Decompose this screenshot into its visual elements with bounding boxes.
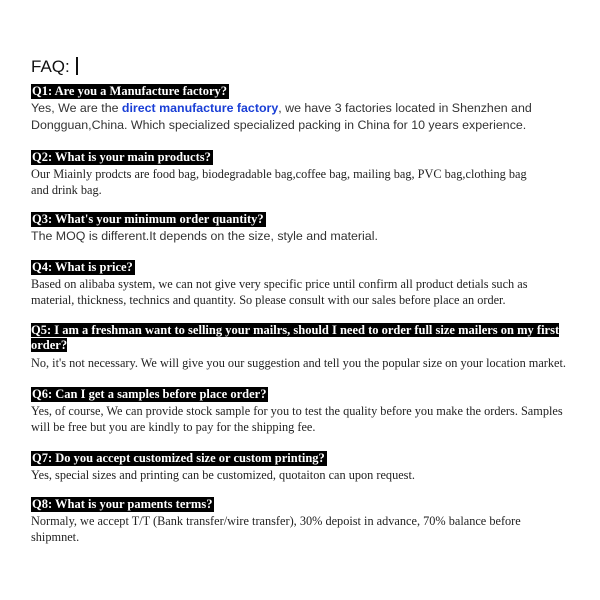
faq-question-1: Q1: Are you a Manufacture factory? (32, 84, 227, 98)
faq-answer-3: The MOQ is different.It depends on the size, style and material. (31, 229, 378, 243)
faq-heading (31, 56, 78, 78)
faq-question-5 (31, 323, 563, 353)
faq-answer-6: Yes, of course, We can provide stock sample for you to test the quality before you make the orders. Samples will be free but you are kindly to pay for the shipping fee. (31, 404, 563, 434)
faq-question-5-text: Q5: I am a freshman want to selling your mailrs, should I need to order full size mailers on my first order? (31, 323, 560, 352)
faq-question-8: Q8: What is your paments terms? (32, 497, 213, 511)
faq-heading-text: FAQ: (31, 57, 70, 76)
text-cursor (76, 57, 78, 75)
faq-question-4: Q4: What is price? (32, 260, 133, 274)
faq-answer-1 (31, 100, 571, 134)
faq-answer-1-pre: Yes, We are the (31, 101, 122, 115)
faq-answer-1-highlight: direct manufacture factory (121, 101, 279, 115)
faq-answer-5: No, it's not necessary. We will give you our suggestion and tell you the popular size on your location market. (31, 356, 567, 370)
faq-question-6: Q6: Can I get a samples before place order? (32, 387, 267, 401)
faq-answer-7: Yes, special sizes and printing can be customized, quotaiton can upon request. (31, 468, 415, 482)
faq-answer-2: Our Miainly prodcts are food bag, biodegradable bag,coffee bag, mailing bag, PVC bag,clothing bag and drink bag. (31, 167, 527, 197)
faq-question-3: Q3: What's your minimum order quantity? (32, 212, 264, 226)
faq-answer-4: Based on alibaba system, we can not give very specific price until confirm all product detials such as material, thickness, technics and quantity. So please consult with our sales before place an order. (31, 277, 528, 307)
faq-question-7: Q7: Do you accept customized size or custom printing? (32, 451, 325, 465)
faq-answer-1-post: , we have 3 factories located in Shenzhen and Dongguan,China. Which specialized specialized packing in China for 10 years experience. (31, 101, 532, 132)
faq-answer-8: Normaly, we accept T/T (Bank transfer/wire transfer), 30% depoist in advance, 70% balance before shipmnet. (31, 514, 521, 544)
faq-question-2: Q2: What is your main products? (32, 150, 211, 164)
